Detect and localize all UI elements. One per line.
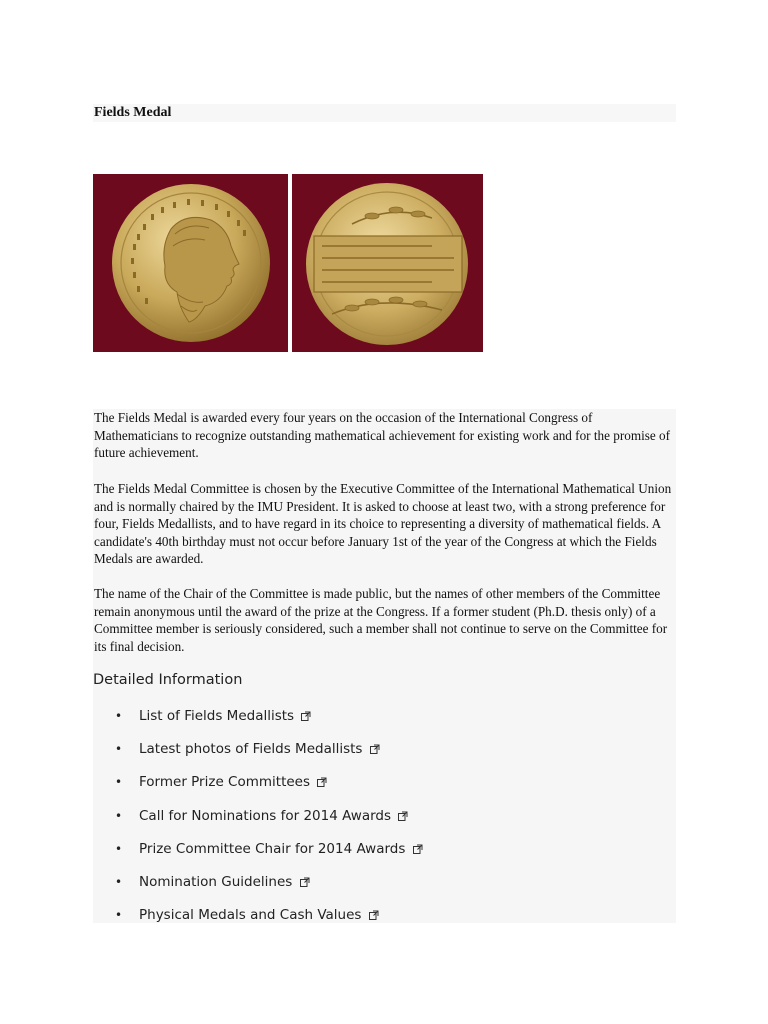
link-committee-chair[interactable]: Prize Committee Chair for 2014 Awards — [139, 840, 406, 857]
external-link-icon — [398, 811, 408, 821]
list-item[interactable] — [113, 839, 423, 872]
medal-obverse-image — [93, 174, 288, 352]
link-physical-medals[interactable]: Physical Medals and Cash Values — [139, 907, 362, 924]
external-link-icon — [317, 777, 327, 787]
external-link-icon — [369, 910, 379, 920]
bullet: • — [115, 841, 123, 856]
list-item[interactable] — [113, 739, 423, 772]
intro-paragraph: The Fields Medal is awarded every four years on the occasion of the International Congress of Mathematicians to recognize outstanding mathematical achievement for existing work and for the promise of future achievement. — [94, 410, 671, 461]
list-item[interactable] — [113, 905, 423, 938]
title-band — [93, 104, 676, 122]
bullet: • — [115, 742, 123, 757]
external-link-icon — [300, 877, 310, 887]
committee-paragraph: The Fields Medal Committee is chosen by the Executive Committee of the International Mathematical Union and is normally chaired by the IMU President. It is asked to choose at least two, with a strong preference for four, Fields Medallists, and to have regard in its choice to representing a diversity of mathematical fields. A candidate's 40th birthday must not occur before January 1st of the year of the Congress at which the Fields Medals are awarded. — [94, 481, 672, 567]
section-heading: Detailed Information — [93, 672, 243, 688]
external-link-icon — [413, 844, 423, 854]
bullet: • — [115, 709, 123, 723]
list-item[interactable] — [113, 772, 423, 805]
medal-reverse-drawing — [292, 174, 483, 352]
link-latest-photos[interactable]: Latest photos of Fields Medallists — [139, 741, 363, 758]
bullet: • — [115, 808, 123, 823]
medal-reverse-image — [292, 174, 483, 352]
chair-paragraph: The name of the Chair of the Committee is made public, but the names of other members of the Committee remain anonymous until the award of the prize at the Congress. If a former student (Ph.D. thesis only) of a Committee member is seriously considered, such a member shall not continue to serve on the Committee for its final decision. — [94, 586, 668, 654]
external-link-icon — [301, 711, 311, 721]
page-title: Fields Medal — [94, 105, 172, 120]
bullet: • — [115, 874, 123, 889]
link-former-committees[interactable]: Former Prize Committees — [139, 774, 311, 791]
list-item[interactable] — [113, 706, 423, 739]
external-link-icon — [370, 744, 380, 754]
bullet: • — [115, 908, 123, 923]
list-item[interactable] — [113, 872, 423, 905]
link-fields-medallists[interactable]: List of Fields Medallists — [139, 708, 295, 724]
link-nomination-guidelines[interactable]: Nomination Guidelines — [139, 873, 293, 890]
bullet: • — [115, 775, 123, 790]
medal-obverse-drawing — [93, 174, 288, 352]
link-call-for-nominations[interactable]: Call for Nominations for 2014 Awards — [139, 807, 392, 824]
list-item[interactable] — [113, 806, 423, 839]
detailed-info-list — [113, 706, 423, 938]
